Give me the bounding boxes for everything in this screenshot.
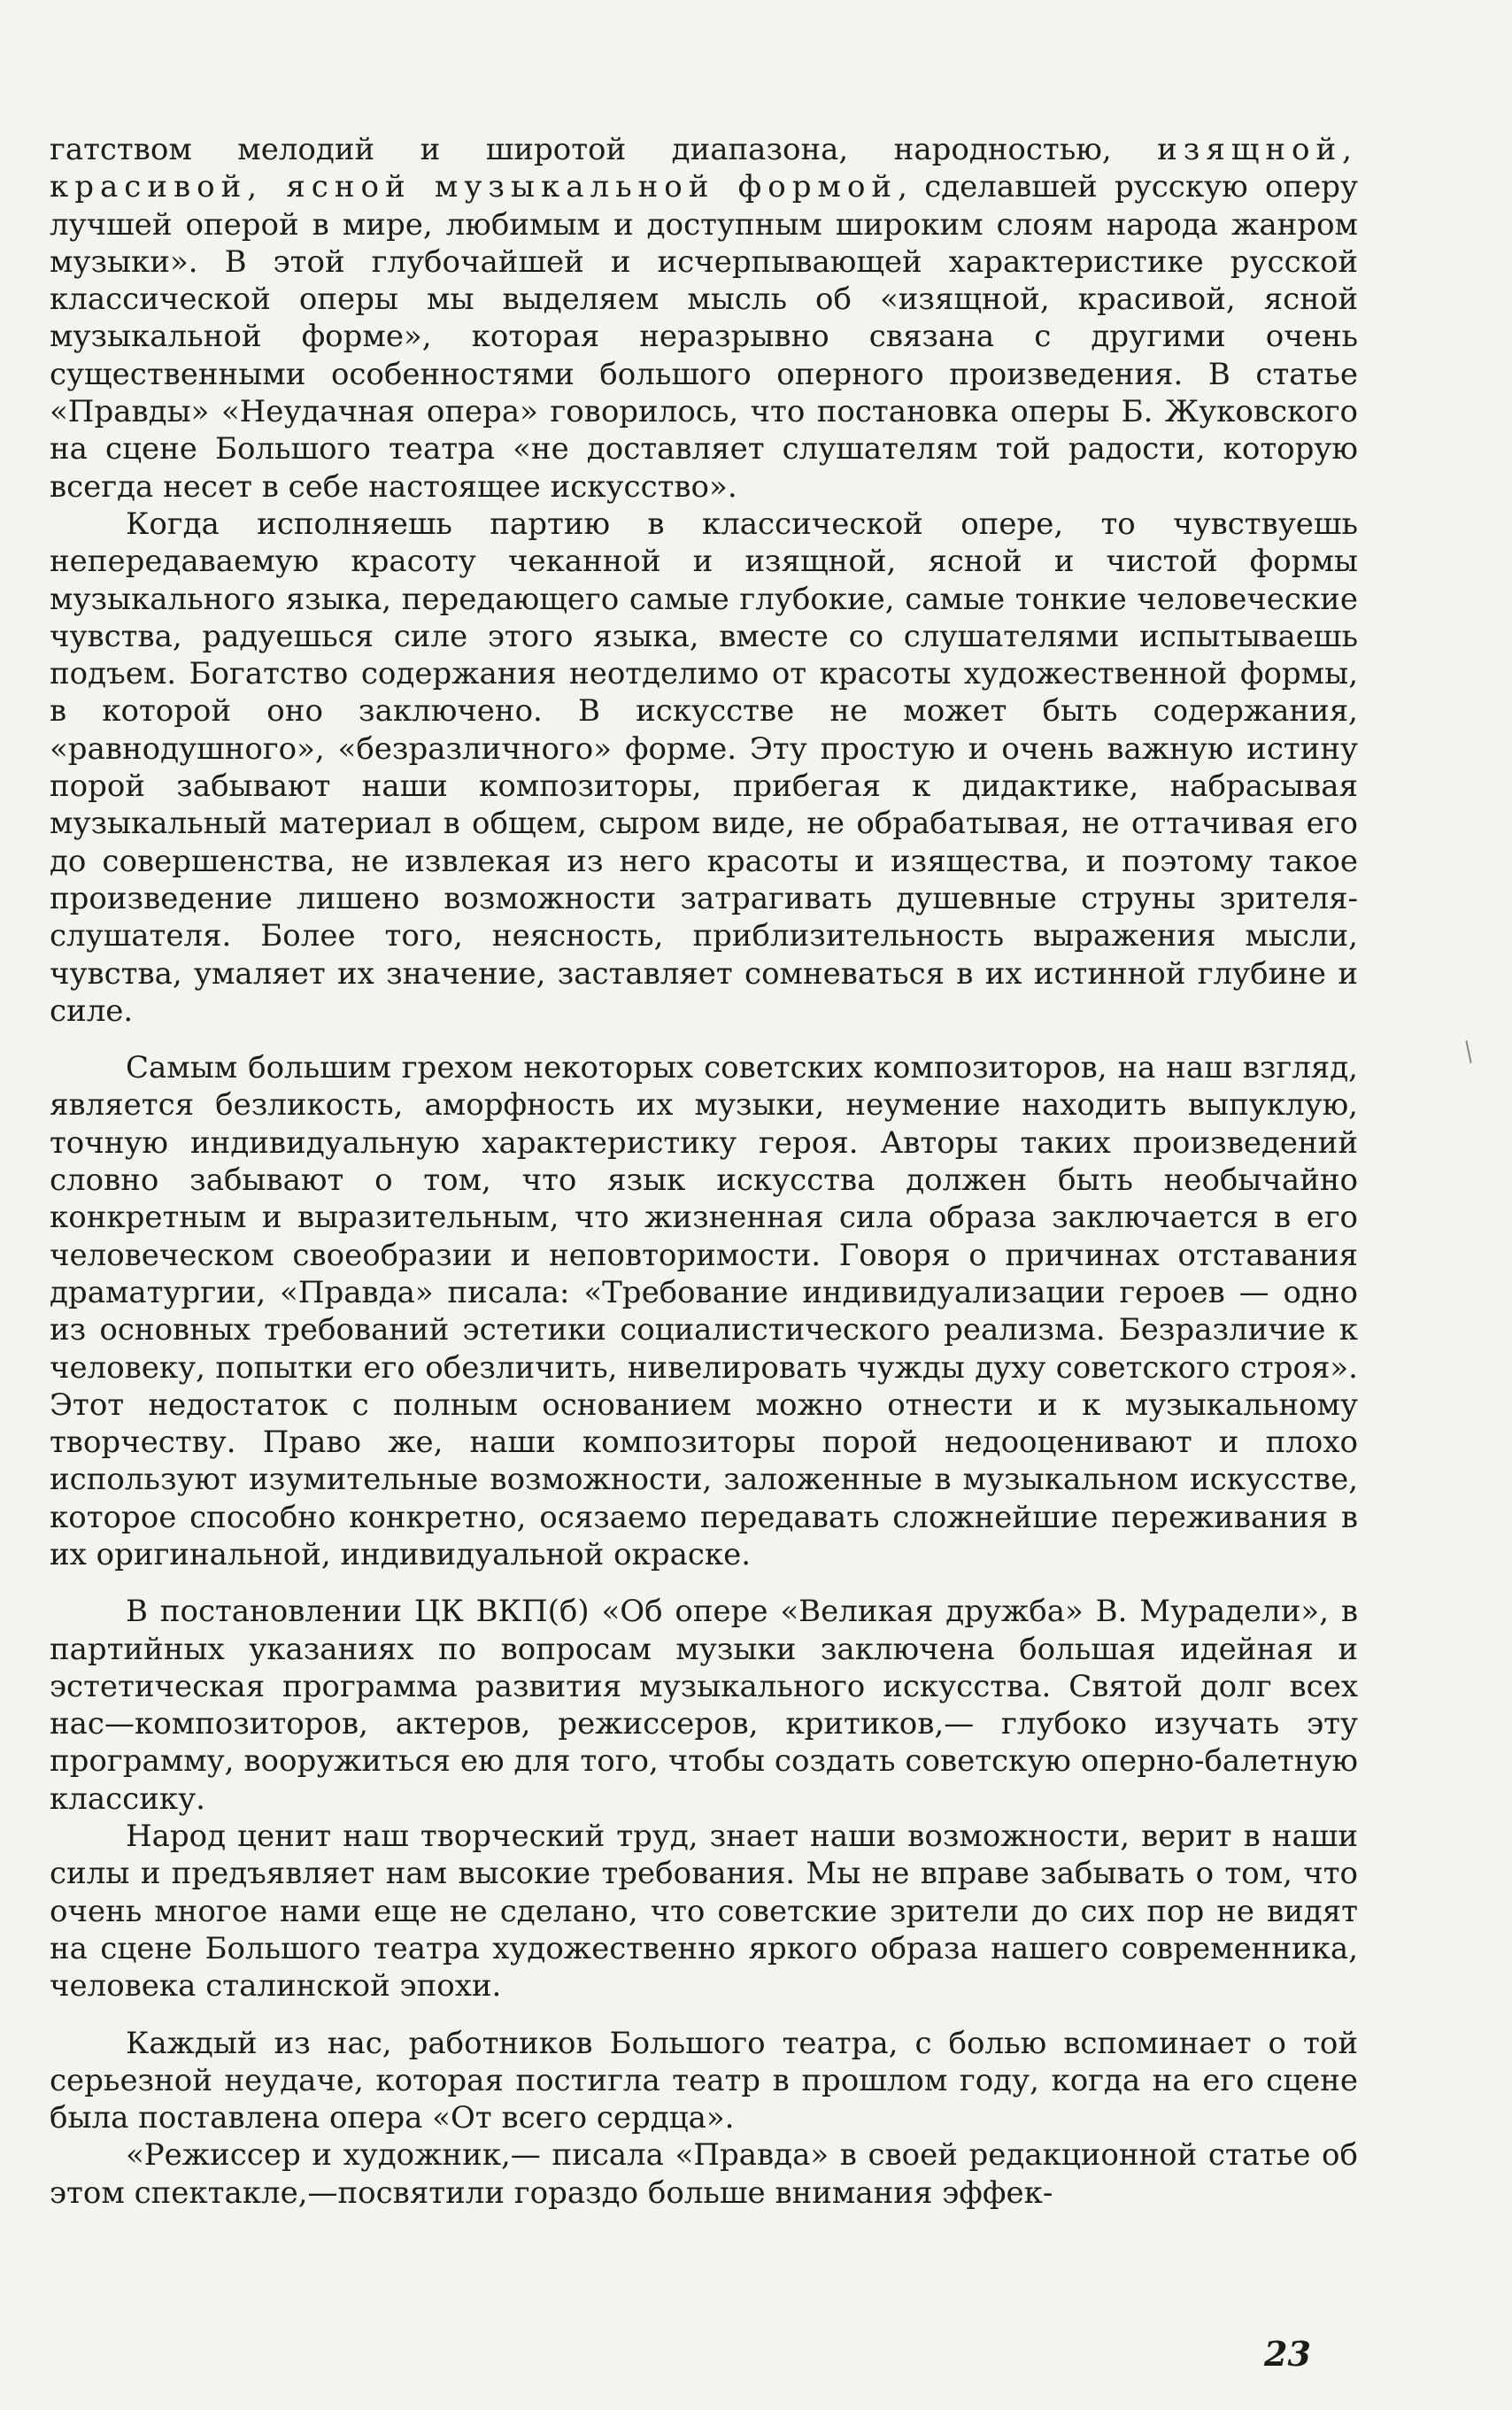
body-text <box>50 131 1358 2212</box>
paragraph-3: Самым большим грехом некоторых советских композиторов, на наш взгляд, является безликость, аморфность их музыки, неумение находить выпуклую, точную индивидуальную характеристику героя. Авторы таких произведений словно забывают о том, что язык искусства должен быть необычайно конкретным и выразительным, что жизненная сила образа заключается в его человеческом своеобразии и неповторимости. Говоря о причинах отставания драматургии, «Правда» писала: «Требование индивидуализации героев — одно из основных требований эстетики социалистического реализма. Безразличие к человеку, попытки его обезличить, нивелировать чужды духу советского строя». Этот недостаток с полным основанием можно отнести и к музыкальному творчеству. Право же, наши композиторы порой недооценивают и плохо используют изумительные возможности, заложенные в музыкальном искусстве, которое способно конкретно, осязаемо передавать сложнейшие переживания в их оригинальной, индивидуальной окраске. <box>50 1050 1358 1572</box>
paragraph-6: Каждый из нас, работников Большого театра, с болью вспоминает о той серьезной неудаче, которая постигла театр в прошлом году, когда на его сцене была поставлена опера «От всего сердца». <box>50 2025 1358 2136</box>
paragraph-1-lead: гатством мелодий и широтой диапазона, народностью, <box>50 132 1158 167</box>
paragraph-2: Когда исполняешь партию в классической опере, то чувствуешь непередаваемую красоту чеканной и изящной, ясной и чистой формы музыкального языка, передающего самые глубокие, самые тонкие человеческие чувства, радуешься силе этого языка, вместе со слушателями испытываешь подъем. Богатство содержания неотделимо от красоты художественной формы, в которой оно заключено. В искусстве не может быть содержания, «равнодушного», «безразличного» форме. Эту простую и очень важную истину порой забывают наши композиторы, прибегая к дидактике, набрасывая музыкальный материал в общем, сыром виде, не обрабатывая, не оттачивая его до совершенства, не извлекая из него красоты и изящества, и поэтому такое произведение лишено возможности затрагивать душевные струны зрителя-слушателя. Более того, неясность, приблизительность выражения мысли, чувства, умаляет их значение, заставляет сомневаться в их истинной глубине и силе. <box>50 506 1358 1029</box>
spaced-emphasis: изящной, красивой, ясной музыкальной формой <box>50 132 1358 205</box>
paragraph-1 <box>50 131 1358 506</box>
page-number: 23 <box>1264 2334 1311 2374</box>
paragraph-5: Народ ценит наш творческий труд, знает наши возможности, верит в наши силы и предъявляет нам высокие требования. Мы не вправе забывать о том, что очень многое нами еще не сделано, что советские зрители до сих пор не видят на сцене Большого театра художественно яркого образа нашего современника, человека сталинской эпохи. <box>50 1819 1358 2004</box>
paragraph-7: «Режиссер и художник,— писала «Правда» в своей редакционной статье об этом спектакле,—посвятили гораздо больше внимания эффек- <box>50 2137 1358 2211</box>
paragraph-4: В постановлении ЦК ВКП(б) «Об опере «Великая дружба» В. Мурадели», в партийных указаниях по вопросам музыки заключена большая идейная и эстетическая программа развития музыкального искусства. Святой долг всех нас—композиторов, актеров, режиссеров, критиков,— глубоко изучать эту программу, вооружиться ею для того, чтобы создать советскую оперно-балетную классику. <box>50 1594 1358 1817</box>
margin-mark <box>1465 1040 1471 1063</box>
paragraph-1-rest: , сделавшей русскую оперу лучшей оперой в мире, любимым и доступным широким слоям народа жанром музыки». В этой глубочайшей и исчерпывающей характеристике русской классической оперы мы выделяем мысль об «изящной, красивой, ясной музыкальной форме», которая неразрывно связана с другими очень существенными особенностями большого оперного произведения. В статье «Правды» «Неудачная опера» говорилось, что постановка оперы Б. Жуковского на сцене Большого театра «не доставляет слушателям той радости, которую всегда несет в себе настоящее искусство». <box>50 169 1358 505</box>
